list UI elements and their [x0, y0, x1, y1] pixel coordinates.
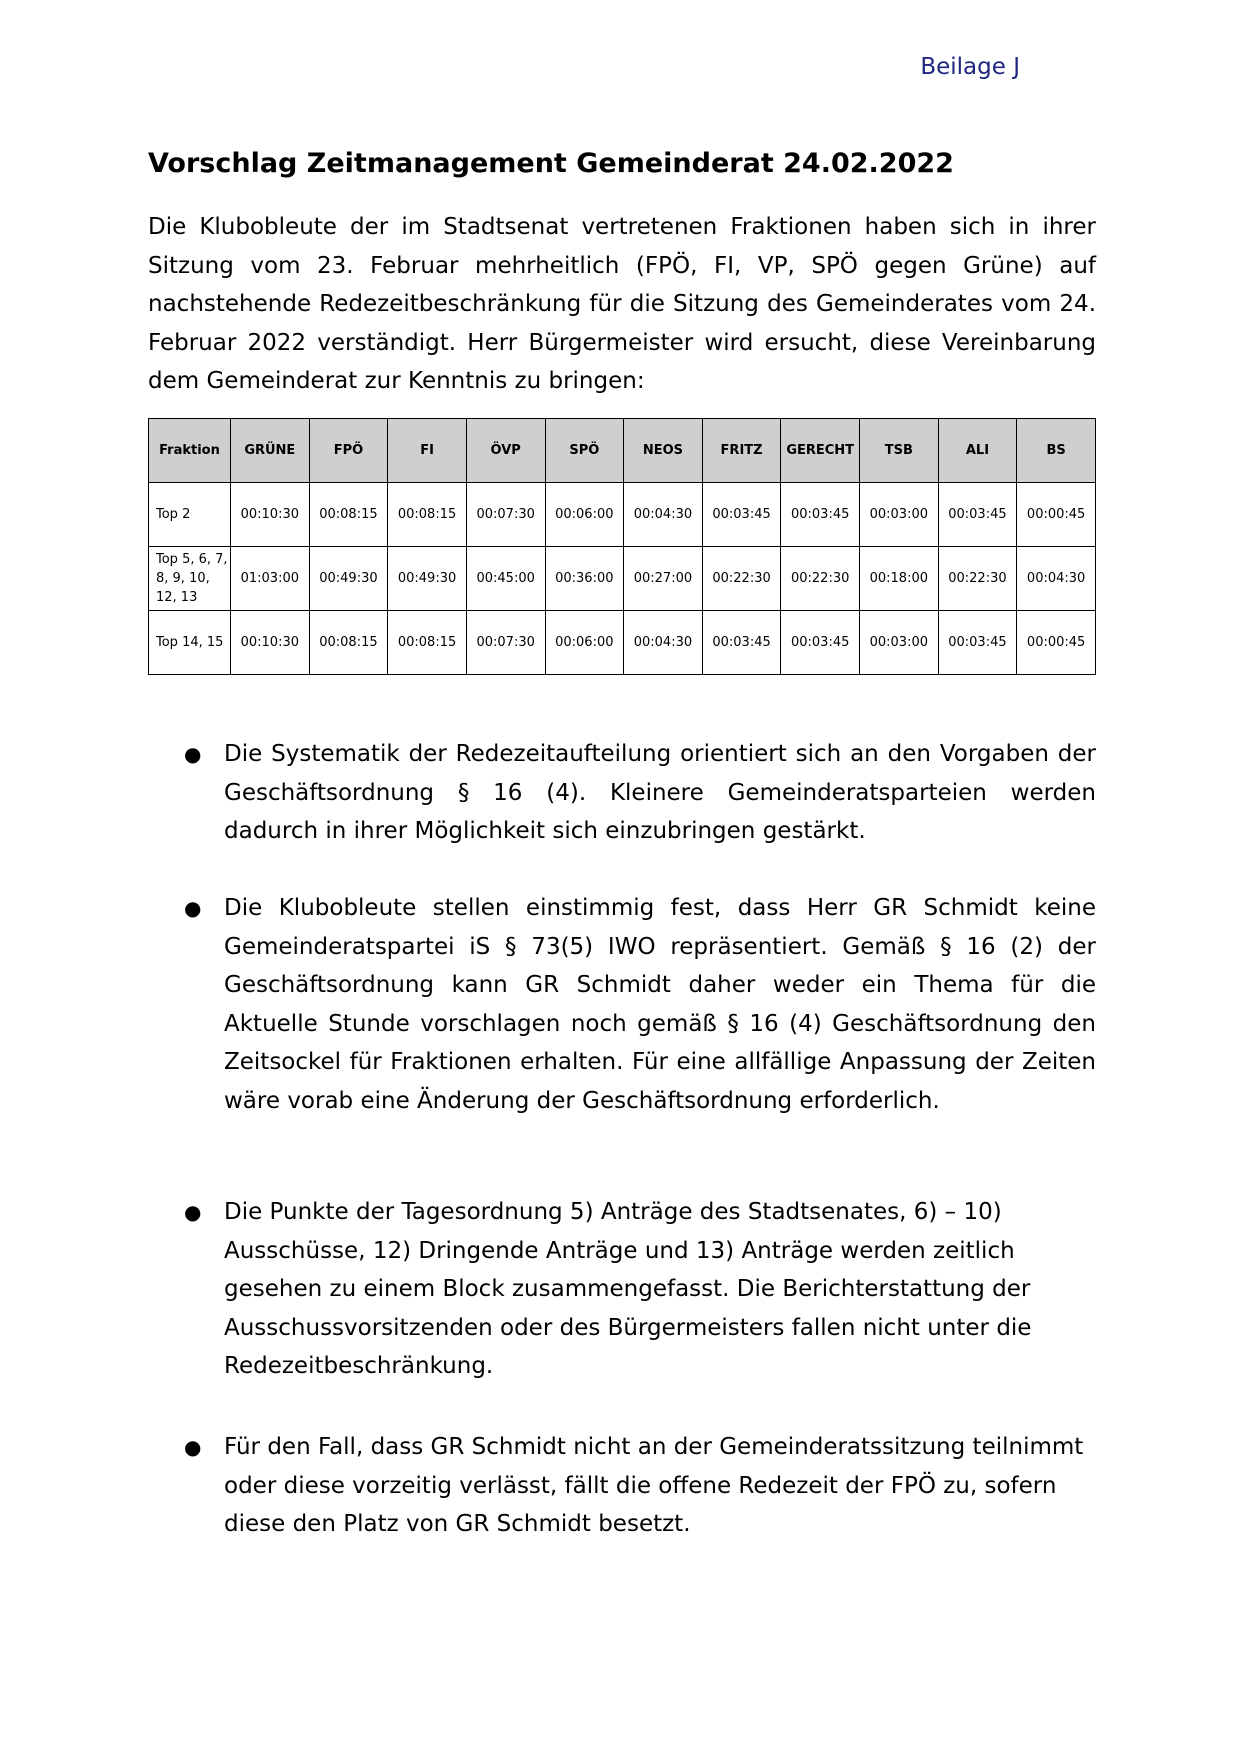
- bullet-dot-icon: ●: [184, 1435, 202, 1459]
- row-label: Top 5, 6, 7, 8, 9, 10, 12, 13: [149, 547, 231, 611]
- table-cell: 00:49:30: [309, 547, 388, 611]
- table-cell: 00:04:30: [1017, 547, 1096, 611]
- table-cell: 00:22:30: [938, 547, 1017, 611]
- table-cell: 00:08:15: [388, 611, 467, 675]
- table-cell: 00:07:30: [466, 483, 545, 547]
- column-header: FRITZ: [702, 419, 781, 483]
- column-header: ÖVP: [466, 419, 545, 483]
- column-header: SPÖ: [545, 419, 624, 483]
- attachment-label: Beilage J: [920, 54, 1020, 80]
- table-cell: 00:06:00: [545, 611, 624, 675]
- table-cell: 00:07:30: [466, 611, 545, 675]
- table-cell: 00:06:00: [545, 483, 624, 547]
- table-cell: 00:04:30: [624, 483, 703, 547]
- table-cell: 00:49:30: [388, 547, 467, 611]
- column-header: BS: [1017, 419, 1096, 483]
- column-header: NEOS: [624, 419, 703, 483]
- table-cell: 00:22:30: [781, 547, 860, 611]
- table-cell: 00:00:45: [1017, 483, 1096, 547]
- table-cell: 00:03:45: [781, 483, 860, 547]
- column-header: FI: [388, 419, 467, 483]
- table-cell: 00:04:30: [624, 611, 703, 675]
- column-header: GERECHT: [781, 419, 860, 483]
- column-header: TSB: [860, 419, 939, 483]
- table-header-row: [149, 419, 1096, 483]
- table-cell: 00:22:30: [702, 547, 781, 611]
- table-cell: 00:08:15: [309, 483, 388, 547]
- list-item-text: Für den Fall, dass GR Schmidt nicht an der Gemeinderatssitzung teilnimmt oder diese vorzeitig verlässt, fällt die offene Redezeit der FPÖ zu, sofern diese den Platz von GR Schmidt besetzt.: [224, 1434, 1084, 1537]
- intro-paragraph: Die Klubobleute der im Stadtsenat vertretenen Fraktionen haben sich in ihrer Sitzung vom 23. Februar mehrheitlich (FPÖ, FI, VP, SPÖ gegen Grüne) auf nachstehende Redezeitbeschränkung für die Sitzung des Gemeinderates vom 24. Februar 2022 verständigt. Herr Bürgermeister wird ersucht, diese Vereinbarung dem Gemeinderat zur Kenntnis zu bringen:: [148, 214, 1096, 394]
- table-cell: 00:03:00: [860, 483, 939, 547]
- column-header: Fraktion: [149, 419, 231, 483]
- table-row: [149, 547, 1096, 611]
- table-row: [149, 611, 1096, 675]
- bullet-dot-icon: ●: [184, 896, 202, 920]
- list-item-text: Die Systematik der Redezeitaufteilung orientiert sich an den Vorgaben der Geschäftsordnung § 16 (4). Kleinere Gemeinderatsparteien werden dadurch in ihrer Möglichkeit sich einzubringen gestärkt.: [224, 741, 1096, 844]
- table-cell: 00:03:45: [702, 611, 781, 675]
- table-cell: 00:36:00: [545, 547, 624, 611]
- bullet-dot-icon: ●: [184, 1200, 202, 1224]
- bullet-dot-icon: ●: [184, 742, 202, 766]
- row-label: Top 14, 15: [149, 611, 231, 675]
- table-cell: 00:08:15: [309, 611, 388, 675]
- row-label: Top 2: [149, 483, 231, 547]
- table-row: [149, 483, 1096, 547]
- column-header: FPÖ: [309, 419, 388, 483]
- column-header: GRÜNE: [231, 419, 310, 483]
- table-cell: 00:10:30: [231, 483, 310, 547]
- table-cell: 00:45:00: [466, 547, 545, 611]
- table-cell: 00:00:45: [1017, 611, 1096, 675]
- column-header: ALI: [938, 419, 1017, 483]
- table-cell: 00:10:30: [231, 611, 310, 675]
- table-cell: 00:08:15: [388, 483, 467, 547]
- speaking-time-table: [148, 418, 1096, 675]
- table-cell: 00:27:00: [624, 547, 703, 611]
- list-item-text: Die Punkte der Tagesordnung 5) Anträge des Stadtsenates, 6) – 10) Ausschüsse, 12) Dringende Anträge und 13) Anträge werden zeitlich gesehen zu einem Block zusammengefasst. Die Berichterstattung der Ausschussvorsitzenden oder des Bürgermeisters fallen nicht unter die Redezeitbeschränkung.: [224, 1199, 1032, 1379]
- table-cell: 01:03:00: [231, 547, 310, 611]
- table-cell: 00:18:00: [860, 547, 939, 611]
- table-cell: 00:03:45: [702, 483, 781, 547]
- table-cell: 00:03:00: [860, 611, 939, 675]
- table-cell: 00:03:45: [938, 611, 1017, 675]
- list-item-text: Die Klubobleute stellen einstimmig fest, dass Herr GR Schmidt keine Gemeinderatspartei iS § 73(5) IWO repräsentiert. Gemäß § 16 (2) der Geschäftsordnung kann GR Schmidt daher weder ein Thema für die Aktuelle Stunde vorschlagen noch gemäß § 16 (4) Geschäftsordnung den Zeitsockel für Fraktionen erhalten. Für eine allfällige Anpassung der Zeiten wäre vorab eine Änderung der Geschäftsordnung erforderlich.: [224, 895, 1096, 1114]
- table-cell: 00:03:45: [938, 483, 1017, 547]
- document-title: Vorschlag Zeitmanagement Gemeinderat 24.02.2022: [148, 148, 954, 179]
- table-cell: 00:03:45: [781, 611, 860, 675]
